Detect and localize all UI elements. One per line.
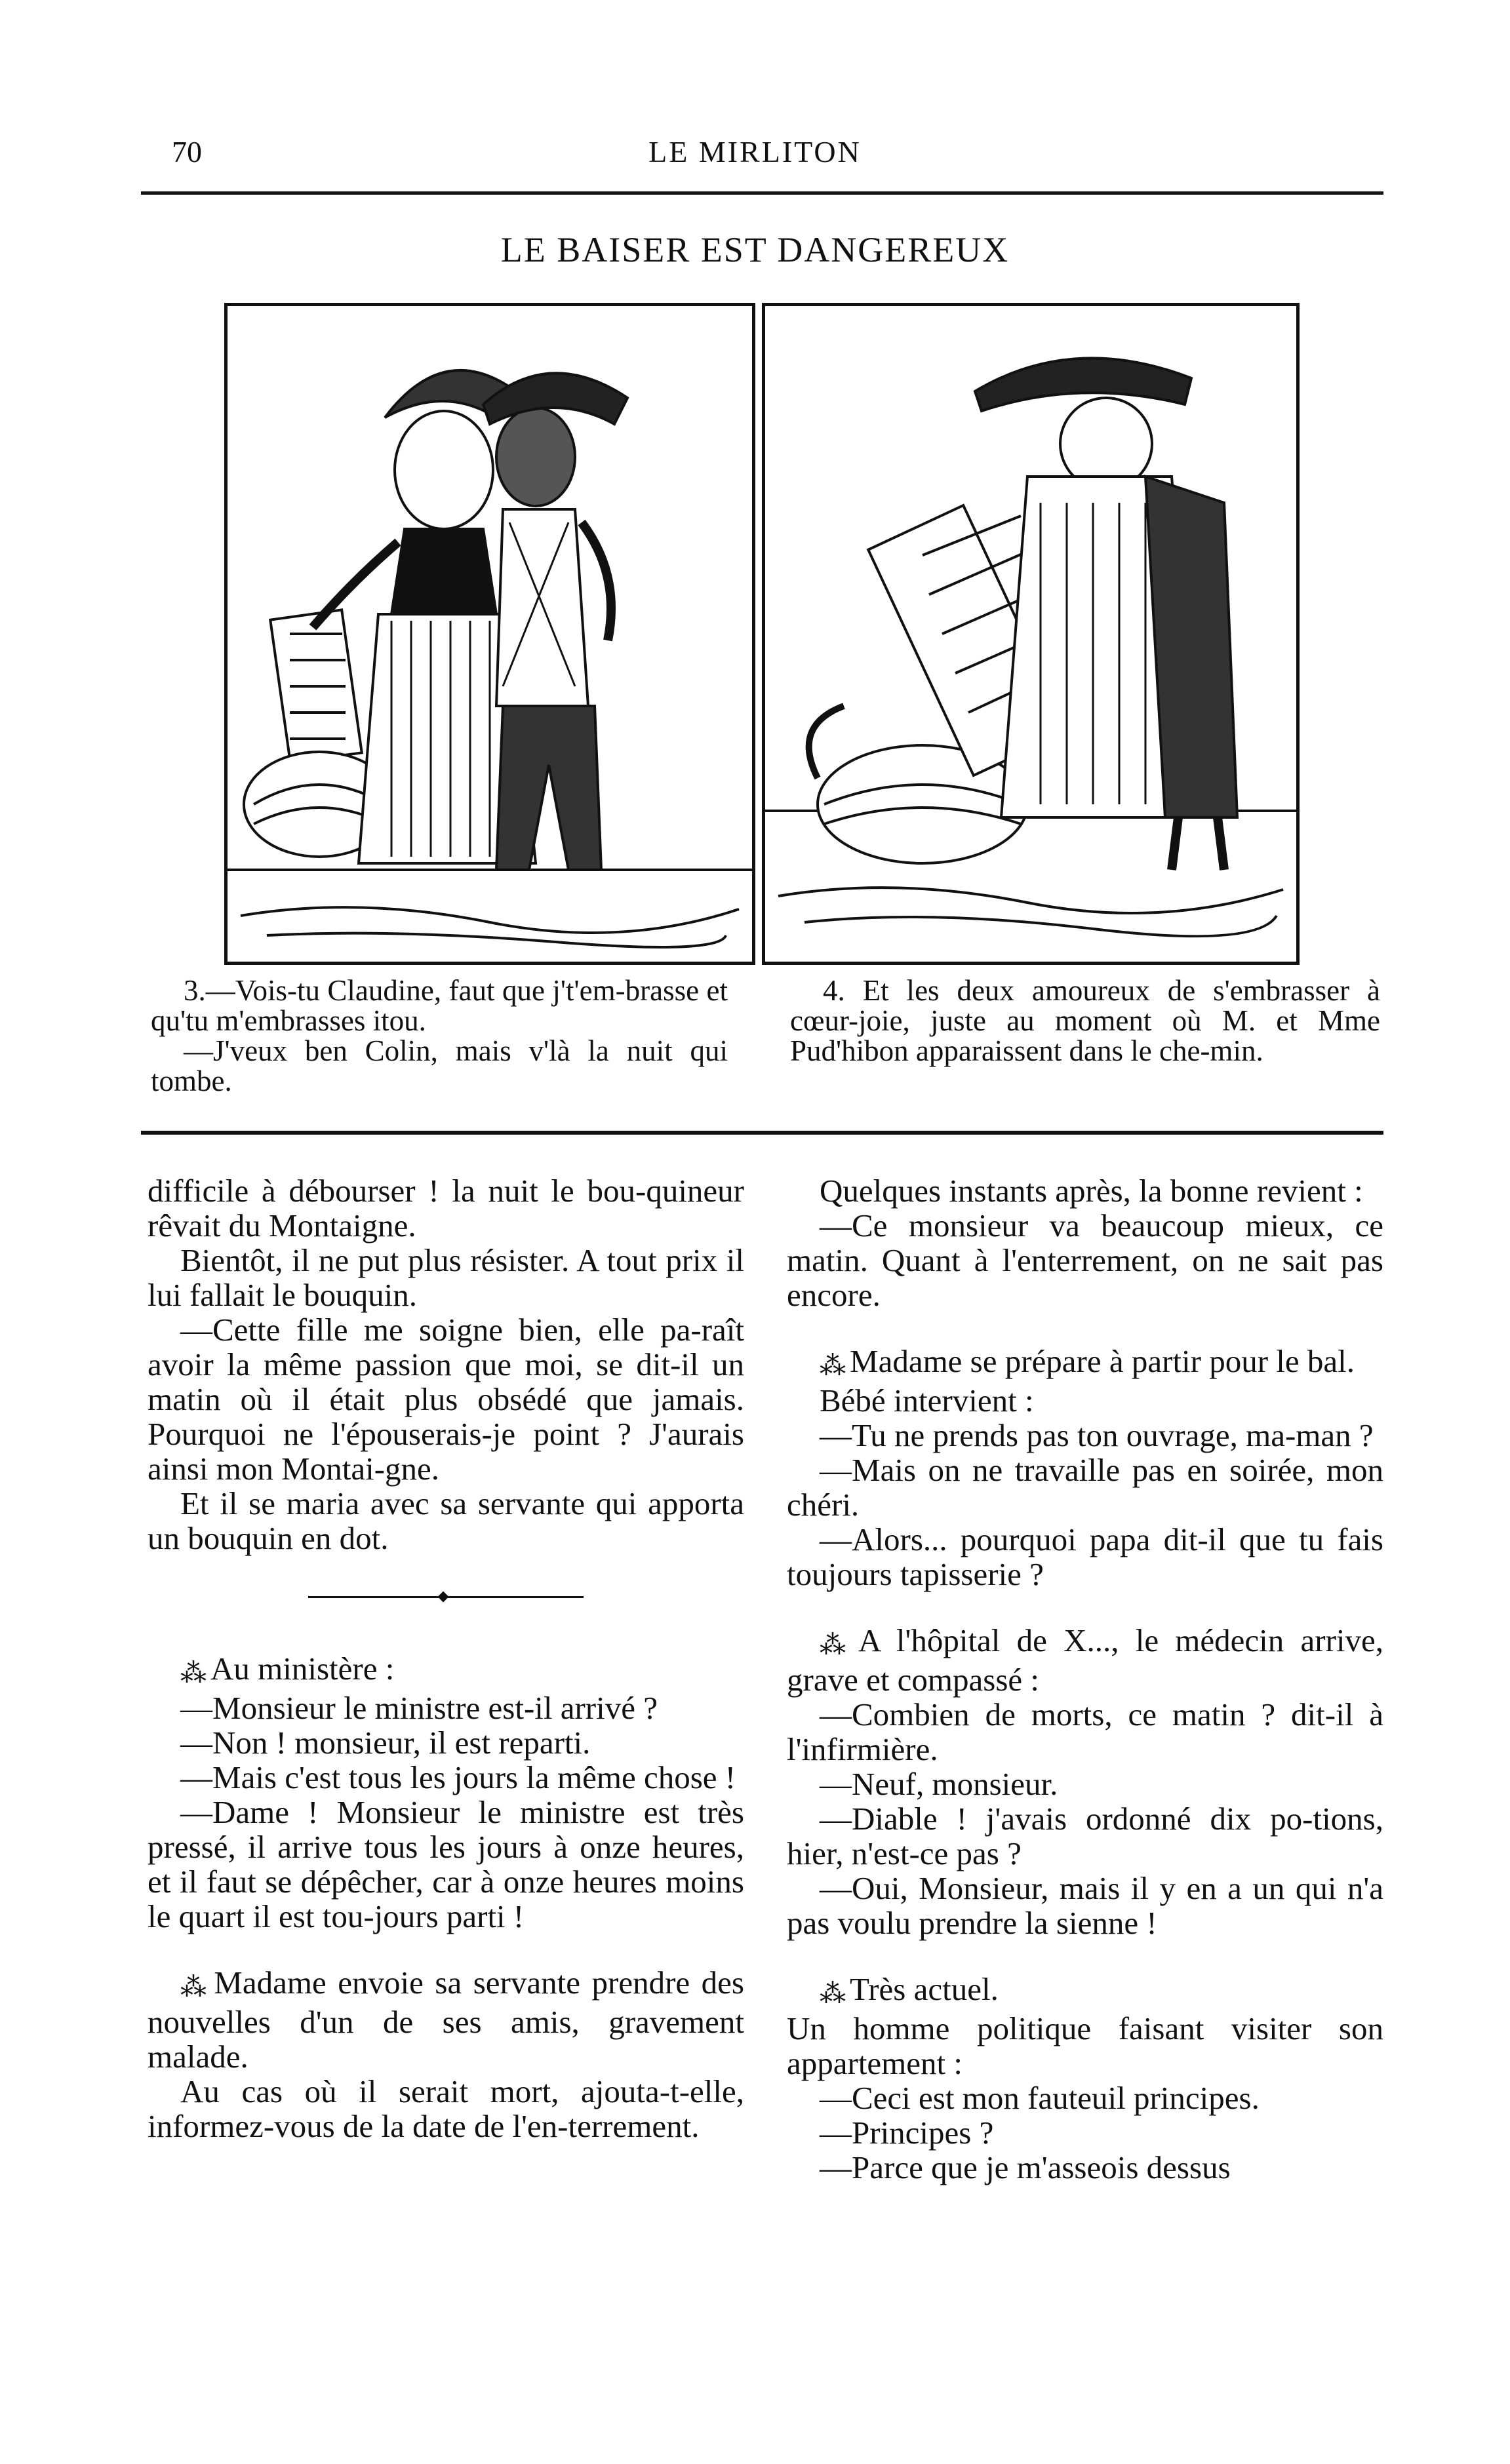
asterism-icon: ⁂: [820, 1979, 843, 2008]
hopital-paragraph: —Diable ! j'avais ordonné dix po-tions, hier, n'est-ce pas ?: [787, 1801, 1383, 1871]
caption-panel-3: [151, 975, 728, 1096]
right-column: [787, 1173, 1383, 2185]
couple-embracing-illustration: [228, 306, 752, 962]
bal-intro: Madame se prépare à partir pour le bal.: [850, 1343, 1355, 1379]
asterism-icon: ⁂: [820, 1630, 852, 1660]
asterism-icon: ⁂: [180, 1658, 204, 1688]
actuel-intro: Très actuel.: [850, 1971, 999, 2007]
page-header: [0, 134, 1510, 174]
caption-4-line-1: 4. Et les deux amoureux de s'embrasser à cœur-joie, juste au moment où M. et Mme Pud'hibon apparaissent dans le che-min.: [790, 974, 1380, 1067]
divider-ornament: [308, 1596, 584, 1598]
bal-paragraph: —Mais on ne travaille pas en soirée, mon chéri.: [787, 1452, 1383, 1523]
page-number: 70: [172, 135, 202, 168]
asterism-icon: ⁂: [180, 1972, 208, 2002]
asterism-icon: ⁂: [820, 1351, 843, 1380]
caption-panel-4: [790, 975, 1380, 1066]
bal-paragraph: [787, 1344, 1383, 1383]
hopital-paragraph: —Oui, Monsieur, mais il y en a un qui n'a pas voulu prendre la sienne !: [787, 1870, 1383, 1941]
bonne-paragraph: —Ce monsieur va beaucoup mieux, ce matin. Quant à l'enterrement, on ne sait pas encore.: [787, 1207, 1383, 1313]
caption-3-line-2: —J'veux ben Colin, mais v'là la nuit qui tombe.: [151, 1034, 728, 1097]
bal-paragraph: —Alors... pourquoi papa dit-il que tu fais toujours tapisserie ?: [787, 1521, 1383, 1592]
illustration-panel-3: [224, 303, 755, 965]
illustration-panel-4: [762, 303, 1300, 965]
hopital-paragraph: —Neuf, monsieur.: [820, 1766, 1058, 1802]
header-rule: [141, 191, 1383, 195]
actuel-paragraph: —Principes ?: [820, 2115, 994, 2151]
actuel-paragraph: —Parce que je m'asseois dessus: [820, 2149, 1231, 2185]
spacer: [787, 1592, 1383, 1623]
story-paragraph: difficile à débourser ! la nuit le bou-quineur rêvait du Montaigne.: [148, 1173, 744, 1243]
article-title: LE BAISER EST DANGEREUX: [500, 230, 1010, 269]
left-column: [148, 1173, 744, 2143]
servante-intro: Madame envoie sa servante prendre des nouvelles d'un de ses amis, gravement malade.: [148, 1965, 744, 2075]
ministere-paragraph: —Dame ! Monsieur le ministre est très pressé, il arrive tous les jours à onze heures, et il faut se dépêcher, car à onze heures moins le quart il est tou-jours parti !: [148, 1794, 744, 1934]
hopital-intro: A l'hôpital de X..., le médecin arrive, grave et compassé :: [787, 1622, 1384, 1698]
actuel-paragraph: [787, 1972, 1383, 2011]
bal-paragraph: Bébé intervient :: [820, 1382, 1034, 1418]
couple-surprised-illustration: [765, 306, 1296, 962]
section-rule: [141, 1131, 1383, 1135]
hopital-paragraph: —Combien de morts, ce matin ? dit-il à l'infirmière.: [787, 1696, 1383, 1767]
actuel-paragraph: Un homme politique faisant visiter son appartement :: [787, 2010, 1383, 2081]
spacer: [148, 1934, 744, 1965]
bal-paragraph: —Tu ne prends pas ton ouvrage, ma-man ?: [820, 1417, 1374, 1453]
ministere-paragraph: [148, 1651, 744, 1691]
spacer: [787, 1312, 1383, 1344]
spacer: [787, 1940, 1383, 1972]
running-title: LE MIRLITON: [648, 135, 862, 168]
ministere-intro: Au ministère :: [210, 1651, 395, 1687]
actuel-paragraph: —Ceci est mon fauteuil principes.: [820, 2080, 1260, 2116]
ministere-paragraph: —Non ! monsieur, il est reparti.: [180, 1725, 591, 1761]
story-paragraph: Bientôt, il ne put plus résister. A tout prix il lui fallait le bouquin.: [148, 1242, 744, 1313]
hopital-paragraph: [787, 1623, 1383, 1697]
ministere-paragraph: —Mais c'est tous les jours la même chose !: [180, 1759, 736, 1795]
story-paragraph: —Cette fille me soigne bien, elle pa-raît avoir la même passion que moi, se dit-il un matin où il était plus obsédé que jamais. Pourquoi ne l'épouserais-je point ? J'aurais ainsi mon Montai-gne.: [148, 1312, 744, 1487]
servante-paragraph: Au cas où il serait mort, ajouta-t-elle, informez-vous de la date de l'en-terrement.: [148, 2073, 744, 2144]
servante-paragraph: [148, 1965, 744, 2074]
story-paragraph: Et il se maria avec sa servante qui apporta un bouquin en dot.: [148, 1485, 744, 1556]
ministere-paragraph: —Monsieur le ministre est-il arrivé ?: [180, 1690, 658, 1726]
caption-3-line-1: 3.—Vois-tu Claudine, faut que j't'em-brasse et qu'tu m'embrasses itou.: [151, 974, 728, 1037]
bonne-paragraph: Quelques instants après, la bonne revient :: [820, 1173, 1363, 1209]
section-divider: [148, 1582, 744, 1612]
